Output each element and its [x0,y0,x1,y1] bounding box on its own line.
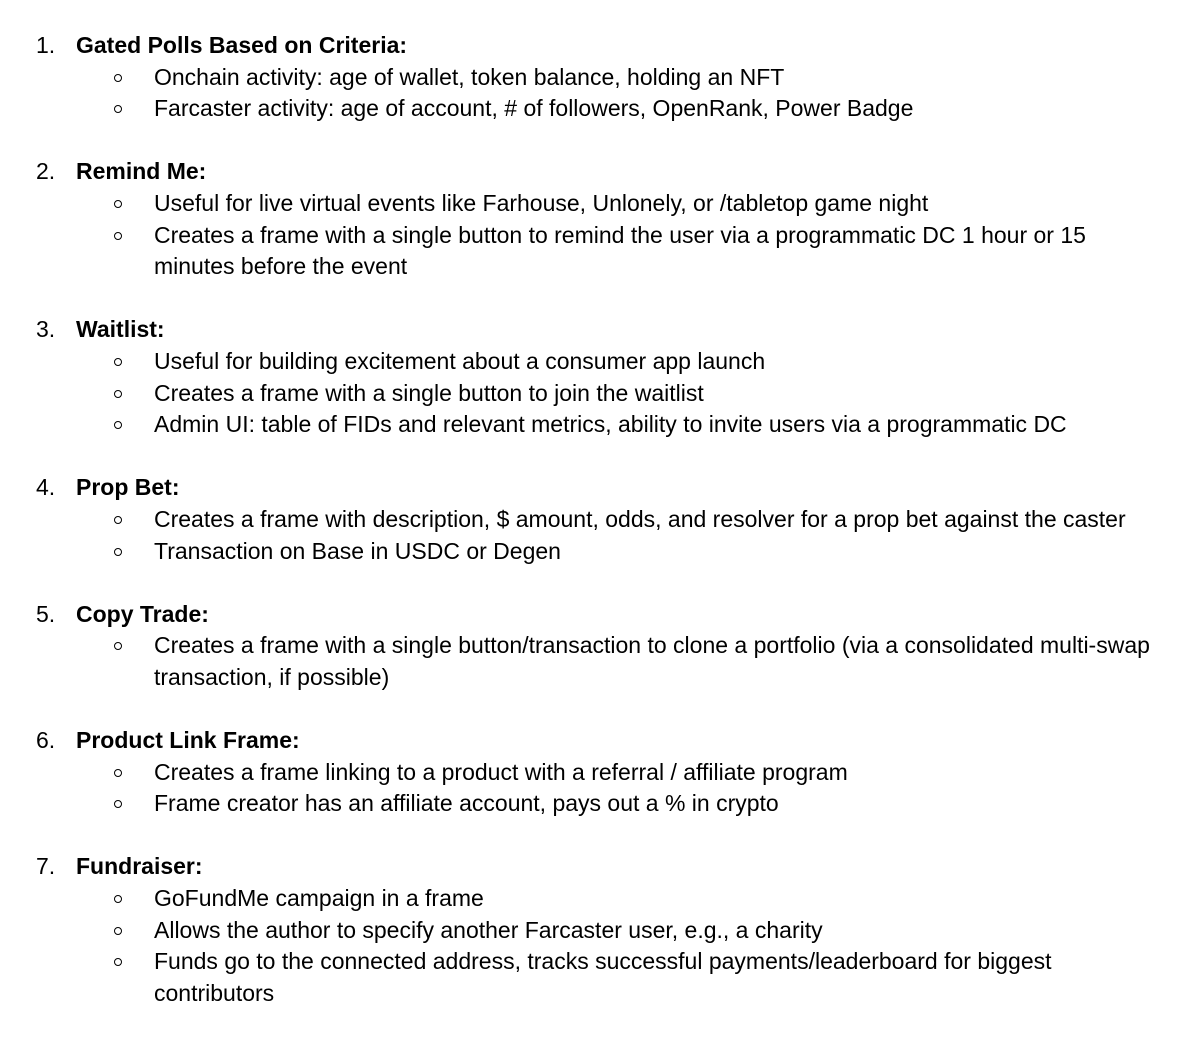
section-3 [36,314,1200,440]
section-title: Fundraiser: [76,853,203,880]
list-item [114,504,1200,536]
hollow-circle-bullet-icon [114,788,154,820]
list-item-text: Useful for building excitement about a consumer app launch [154,347,766,374]
list-item-text: GoFundMe campaign in a frame [154,885,484,912]
section-title: Remind Me: [76,158,207,185]
hollow-circle-bullet-icon [114,630,154,662]
hollow-circle-bullet-icon [114,757,154,789]
section-title: Waitlist: [76,316,165,343]
hollow-circle-bullet-icon [114,93,154,125]
hollow-circle-bullet-icon [114,504,154,536]
list-item-text: Creates a frame with description, $ amount, odds, and resolver for a prop bet against the caster [154,505,1126,532]
hollow-circle-bullet-icon [114,883,154,915]
list-item [114,409,1200,441]
section-heading [36,472,1200,504]
section-5 [36,599,1200,694]
section-heading [36,851,1200,883]
list-item-text: Frame creator has an affiliate account, pays out a % in crypto [154,790,779,817]
list-item-text: Transaction on Base in USDC or Degen [154,537,561,564]
list-item [114,757,1200,789]
section-6 [36,725,1200,820]
section-heading [36,156,1200,188]
hollow-circle-bullet-icon [114,220,154,252]
bullet-list [36,757,1200,820]
list-item-text: Onchain activity: age of wallet, token balance, holding an NFT [154,63,785,90]
bullet-list [36,346,1200,441]
list-item [114,788,1200,820]
list-item [114,915,1200,947]
list-item-text: Creates a frame with a single button to remind the user via a programmatic DC 1 hour or 15 minutes before the event [154,221,1086,280]
list-item-text: Creates a frame linking to a product with a referral / affiliate program [154,758,848,785]
section-heading [36,725,1200,757]
list-item [114,346,1200,378]
list-item-text: Funds go to the connected address, tracks successful payments/leaderboard for biggest contributors [154,948,1052,1006]
list-item [114,630,1200,693]
section-title: Product Link Frame: [76,727,300,754]
section-number: 2. [36,158,56,185]
list-item-text: Admin UI: table of FIDs and relevant metrics, ability to invite users via a programmatic DC [154,411,1067,438]
section-number: 3. [36,316,56,343]
section-2 [36,156,1200,282]
hollow-circle-bullet-icon [114,188,154,220]
section-number: 7. [36,853,56,880]
hollow-circle-bullet-icon [114,62,154,94]
section-4 [36,472,1200,567]
section-7 [36,851,1200,1009]
bullet-list [36,630,1200,693]
section-number: 6. [36,727,56,754]
hollow-circle-bullet-icon [114,946,154,978]
bullet-list [36,62,1200,125]
hollow-circle-bullet-icon [114,346,154,378]
hollow-circle-bullet-icon [114,915,154,947]
section-number: 5. [36,600,56,627]
list-item [114,220,1200,283]
list-item-text: Useful for live virtual events like Farhouse, Unlonely, or /tabletop game night [154,189,929,216]
list-item [114,536,1200,568]
list-item [114,378,1200,410]
list-item-text: Creates a frame with a single button to join the waitlist [154,379,704,406]
section-heading [36,599,1200,631]
list-item-text: Allows the author to specify another Farcaster user, e.g., a charity [154,916,823,943]
section-heading [36,314,1200,346]
section-number: 1. [36,32,56,58]
section-title: Prop Bet: [76,474,180,501]
list-item [114,883,1200,915]
section-heading [36,30,1200,62]
section-title: Gated Polls Based on Criteria: [76,32,408,58]
list-item [114,62,1200,94]
section-title: Copy Trade: [76,600,209,627]
section-1 [36,30,1200,125]
hollow-circle-bullet-icon [114,536,154,568]
hollow-circle-bullet-icon [114,378,154,410]
list-item [114,946,1200,1009]
list-item [114,188,1200,220]
bullet-list [36,188,1200,283]
list-item [114,93,1200,125]
list-item-text: Creates a frame with a single button/transaction to clone a portfolio (via a consolidated multi-swap transaction, if possible) [154,632,1150,690]
section-number: 4. [36,474,56,501]
bullet-list [36,504,1200,567]
hollow-circle-bullet-icon [114,409,154,441]
bullet-list [36,883,1200,1009]
list-item-text: Farcaster activity: age of account, # of followers, OpenRank, Power Badge [154,95,914,122]
